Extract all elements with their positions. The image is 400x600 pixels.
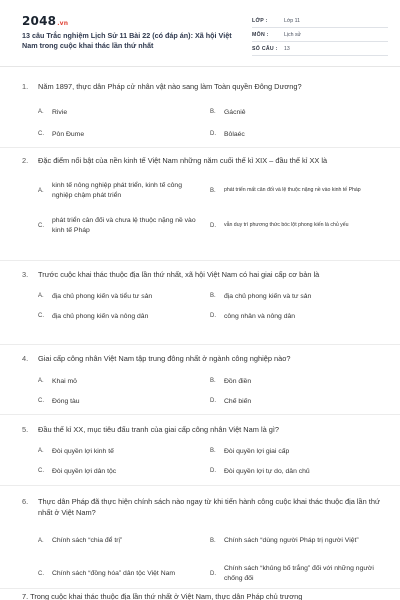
question-number: 6. [22,497,29,506]
meta-value: Lịch sử [284,32,302,38]
option-d[interactable]: D. công nhân và nông dân [210,312,296,320]
question-text: 5. Đầu thế kỉ XX, mục tiêu đấu tranh của giai cấp công nhân Việt Nam là gì? [22,425,280,434]
option-b[interactable]: B. Gácniê [210,108,246,116]
option-a[interactable]: A. Chính sách “chia để trị” [38,536,123,544]
meta-key: MÔN : [252,32,269,38]
question-number: 2. [22,156,29,165]
question-text: 6. Thực dân Pháp đã thực hiện chính sách nào ngay từ khi tiến hành công cuộc khai thác thuộc địa lần thứ nhất ở Việt Nam? [22,497,380,517]
question-list [0,74,400,589]
option-c[interactable]: C. Pôn Đume [38,130,85,138]
meta-value: 13 [284,46,290,52]
question-number: 1. [22,82,29,91]
option-d[interactable]: D. Bôlaéc [210,130,245,138]
header-divider [0,66,400,67]
option-a[interactable]: A. kinh tế nông nghiệp phát triển, kinh tế công nghiệp chậm phát triển [38,181,182,199]
question-3 [0,261,400,345]
option-grid [22,524,382,590]
option-c[interactable]: C. địa chủ phong kiến và nông dân [38,312,149,320]
question-4 [0,345,400,415]
option-grid [22,371,382,411]
option-a[interactable]: A. Khai mỏ [38,377,77,385]
meta-row-count [252,42,388,56]
option-c[interactable]: C. Đóng tàu [38,397,80,405]
option-d[interactable]: D. vẫn duy trì phương thức bóc lột phong kiến là chủ yếu [210,221,349,229]
option-b[interactable]: B. địa chủ phong kiến và tư sản [210,292,312,300]
meta-value: Lớp 11 [284,18,300,24]
option-d[interactable]: D. Chế biến [210,397,252,405]
option-c[interactable]: C. Đòi quyền lợi dân tộc [38,467,117,475]
question-number: 4. [22,354,29,363]
question-1 [0,74,400,148]
option-c[interactable]: C. Chính sách “đồng hóa” dân tộc Việt Nam [38,569,176,577]
next-question-peek: 7. Trong cuộc khai thác thuộc địa lần thứ nhất ở Việt Nam, thực dân Pháp chủ trương [22,592,303,600]
option-c[interactable]: C. phát triển cân đối và chưa lệ thuộc nặng nề vào kinh tế Pháp [38,216,196,234]
document-header [0,0,400,64]
question-text: 2. Đặc điểm nổi bật của nền kinh tế Việt Nam những năm cuối thế kỉ XIX – đầu thế kỉ XX là [22,156,328,165]
question-text: 4. Giai cấp công nhân Việt Nam tập trung đông nhất ở ngành công nghiệp nào? [22,354,291,363]
question-2 [0,148,400,261]
meta-key: SỐ CÂU : [252,46,278,52]
option-d[interactable]: D. Đòi quyền lợi tự do, dân chủ [210,467,310,475]
option-a[interactable]: A. Đòi quyền lợi kinh tế [38,447,114,455]
option-d[interactable]: D. Chính sách “khủng bố trắng” đối với những người chống đối [210,564,374,582]
question-text: 3. Trước cuộc khai thác thuộc địa lần thứ nhất, xã hội Việt Nam có hai giai cấp cơ bản là [22,270,320,279]
document-title: 13 câu Trắc nghiệm Lịch Sử 11 Bài 22 (có đáp án): Xã hội Việt Nam trong cuộc khai thác lần thứ nhất [22,31,232,50]
meta-row-subject [252,28,388,42]
question-number: 5. [22,425,29,434]
option-grid [22,441,382,481]
option-grid [22,173,382,243]
option-b[interactable]: B. Đòi quyền lợi giai cấp [210,447,290,455]
question-6 [0,486,400,589]
option-grid [22,286,382,326]
option-b[interactable]: B. phát triển mất cân đối và lệ thuộc nặng nề vào kinh tế Pháp [210,186,361,194]
option-a[interactable]: A. địa chủ phong kiến và tiểu tư sản [38,292,153,300]
option-b[interactable]: B. Đồn điền [210,377,252,385]
question-text: 1. Năm 1897, thực dân Pháp cử nhân vật nào sang làm Toàn quyền Đông Dương? [22,82,302,91]
question-5 [0,415,400,486]
option-a[interactable]: A. Rivie [38,108,68,116]
meta-row-grade [252,14,388,28]
meta-key: LỚP : [252,18,268,24]
site-logo[interactable]: 2048.vn [22,14,69,28]
question-number: 3. [22,270,29,279]
document-meta [252,14,388,56]
option-b[interactable]: B. Chính sách “dùng người Pháp trị người Việt” [210,536,359,544]
option-grid [22,101,382,145]
